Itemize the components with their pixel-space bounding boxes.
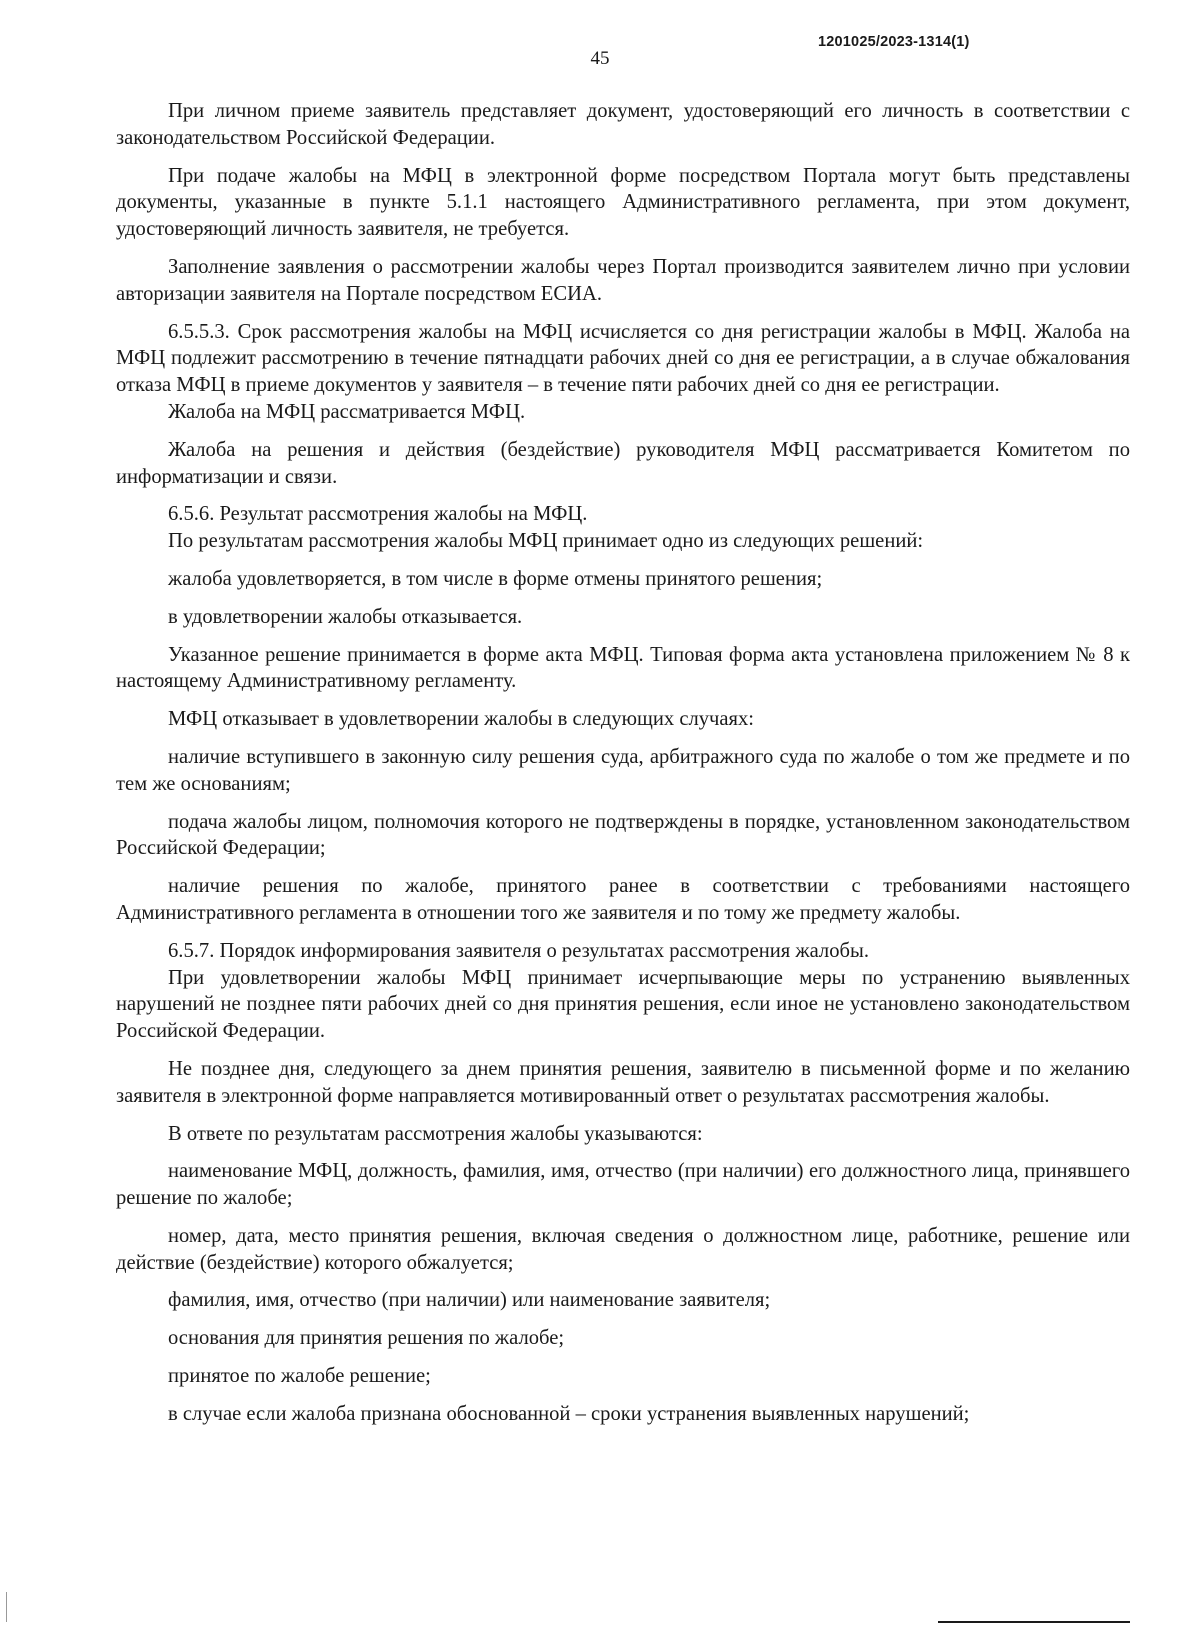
page-number: 45	[590, 48, 610, 69]
list-item: фамилия, имя, отчество (при наличии) или наименование заявителя;	[168, 1289, 771, 1312]
section-6-5-7-heading: 6.5.7. Порядок информирования заявителя о результатах рассмотрения жалобы.	[168, 939, 869, 962]
list-item: в случае если жалоба признана обоснованной – сроки устранения выявленных нарушений;	[168, 1402, 970, 1425]
footer-rule	[938, 1621, 1130, 1623]
list-item: наименование МФЦ, должность, фамилия, имя, отчество (при наличии) его должностного лица, принявшего решение по жалобе;	[116, 1160, 1130, 1210]
list-item: наличие вступившего в законную силу решения суда, арбитражного суда по жалобе о том же предмете и по тем же основаниям;	[116, 745, 1130, 795]
list-item: в удовлетворении жалобы отказывается.	[168, 605, 523, 628]
list-item: жалоба удовлетворяется, в том числе в форме отмены принятого решения;	[168, 567, 823, 590]
paragraph: Жалоба на решения и действия (бездействие) руководителя МФЦ рассматривается Комитетом по информатизации и связи.	[116, 438, 1130, 488]
scan-edge-mark	[6, 1592, 7, 1622]
paragraph: При подаче жалобы на МФЦ в электронной форме посредством Портала могут быть представлены документы, указанные в пункте 5.1.1 настоящего Административного регламента, при этом документ, удостоверяющий личность заявителя, не требуется.	[116, 164, 1130, 241]
list-item: номер, дата, место принятия решения, включая сведения о должностном лице, работнике, решение или действие (бездействие) которого обжалуется;	[116, 1224, 1130, 1274]
list-item: подача жалобы лицом, полномочия которого не подтверждены в порядке, установленном законодательством Российской Федерации;	[116, 810, 1130, 860]
paragraph: МФЦ отказывает в удовлетворении жалобы в следующих случаях:	[168, 708, 755, 731]
paragraph: Заполнение заявления о рассмотрении жалобы через Портал производится заявителем лично при условии авторизации заявителя на Портале посредством ЕСИА.	[116, 255, 1130, 305]
list-item: наличие решения по жалобе, принятого ранее в соответствии с требованиями настоящего Административного регламента в отношении того же заявителя и по тому же предмету жалобы.	[116, 875, 1130, 924]
list-item: основания для принятия решения по жалобе;	[168, 1327, 565, 1350]
paragraph: Не позднее дня, следующего за днем принятия решения, заявителю в письменной форме и по желанию заявителя в электронной форме направляется мотивированный ответ о результатах рассмотрения жалобы.	[116, 1057, 1130, 1107]
paragraph: При удовлетворении жалобы МФЦ принимает исчерпывающие меры по устранению выявленных нарушений не позднее пяти рабочих дней со дня принятия решения, если иное не установлено законодательством Российской Федерации.	[116, 966, 1130, 1043]
section-6-5-6-heading: 6.5.6. Результат рассмотрения жалобы на МФЦ.	[168, 503, 588, 526]
document-body	[116, 98, 1130, 1439]
paragraph: По результатам рассмотрения жалобы МФЦ принимает одно из следующих решений:	[168, 530, 924, 553]
paragraph: Жалоба на МФЦ рассматривается МФЦ.	[168, 400, 526, 423]
paragraph: В ответе по результатам рассмотрения жалобы указываются:	[168, 1122, 703, 1145]
paragraph: Указанное решение принимается в форме акта МФЦ. Типовая форма акта установлена приложением № 8 к настоящему Административному регламенту.	[116, 643, 1130, 693]
section-6-5-5-3-paragraph: 6.5.5.3. Срок рассмотрения жалобы на МФЦ исчисляется со дня регистрации жалобы в МФЦ. Жалоба на МФЦ подлежит рассмотрению в течение пятнадцати рабочих дней со дня ее регистрации, а в случае обжалования отказа МФЦ в приеме документов у заявителя – в течение пяти рабочих дней со дня ее регистрации.	[116, 320, 1130, 397]
document-reference-number: 1201025/2023-1314(1)	[818, 34, 970, 50]
list-item: принятое по жалобе решение;	[168, 1365, 431, 1388]
paragraph: При личном приеме заявитель представляет документ, удостоверяющий его личность в соответствии с законодательством Российской Федерации.	[116, 100, 1130, 149]
